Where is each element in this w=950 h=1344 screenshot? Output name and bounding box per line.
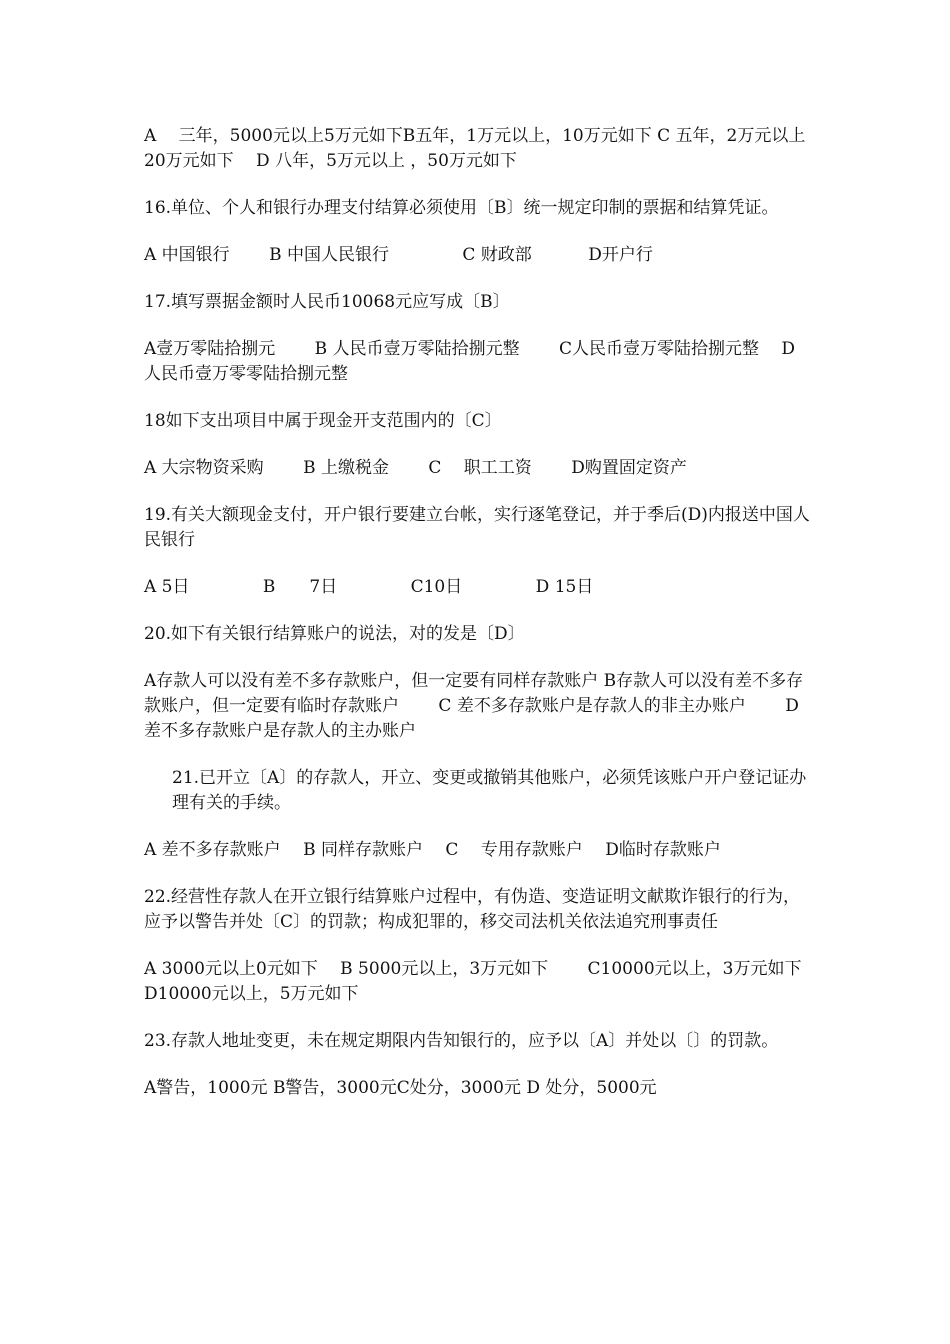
answer-options-15: A 三年，5000元以上5万元如下B五年，1万元以上，10万元如下 C 五年，2万元以上20万元如下 D 八年，5万元以上 ，50万元如下 [144, 126, 806, 171]
question-16: 16.单位、个人和银行办理支付结算必须使用〔B〕统一规定印制的票据和结算凭证。 [144, 198, 779, 218]
answer-options-16: A 中国银行 B 中国人民银行 C 财政部 D开户行 [144, 245, 653, 265]
answer-options-17: A壹万零陆拾捌元 B 人民币壹万零陆拾捌元整 C人民币壹万零陆拾捌元整 D 人民币壹万零零陆拾捌元整 [144, 339, 835, 384]
answer-options-19: A 5日 B 7日 C10日 D 15日 [144, 577, 594, 597]
question-18: 18如下支出项目中属于现金开支范围内的〔C〕 [144, 411, 502, 431]
document-page [144, 124, 835, 1123]
question-21: 21.已开立〔A〕的存款人，开立、变更或撤销其他账户，必须凭该账户开户登记证办理有关的手续。 [172, 768, 807, 813]
answer-options-20: A存款人可以没有差不多存款账户，但一定要有同样存款账户 B存款人可以没有差不多存款账户，但一定要有临时存款账户 C 差不多存款账户是存款人的非主办账户 D差不多存款账户是存款人的主办账户 [144, 671, 804, 741]
answer-options-23: A警告，1000元 B警告，3000元C处分，3000元 D 处分，5000元 [144, 1078, 657, 1098]
answer-options-22: A 3000元以上0元如下 B 5000元以上，3万元如下 C10000元以上，3万元如下 D10000元以上，5万元如下 [144, 959, 824, 1004]
question-20: 20.如下有关银行结算账户的说法，对的发是〔D〕 [144, 624, 525, 644]
question-23: 23.存款人地址变更，未在规定期限内告知银行的，应予以〔A〕并处以〔〕的罚款。 [144, 1031, 779, 1051]
question-17: 17.填写票据金额时人民币10068元应写成〔B〕 [144, 292, 510, 312]
question-19: 19.有关大额现金支付，开户银行要建立台帐，实行逐笔登记，并于季后(D)内报送中国人民银行 [144, 505, 810, 550]
answer-options-21: A 差不多存款账户 B 同样存款账户 C 专用存款账户 D临时存款账户 [144, 840, 721, 860]
question-22: 22.经营性存款人在开立银行结算账户过程中，有伪造、变造证明文献欺诈银行的行为，应予以警告并处〔C〕的罚款；构成犯罪的，移交司法机关依法追究刑事责任 [144, 887, 801, 932]
answer-options-18: A 大宗物资采购 B 上缴税金 C 职工工资 D购置固定资产 [144, 458, 687, 478]
